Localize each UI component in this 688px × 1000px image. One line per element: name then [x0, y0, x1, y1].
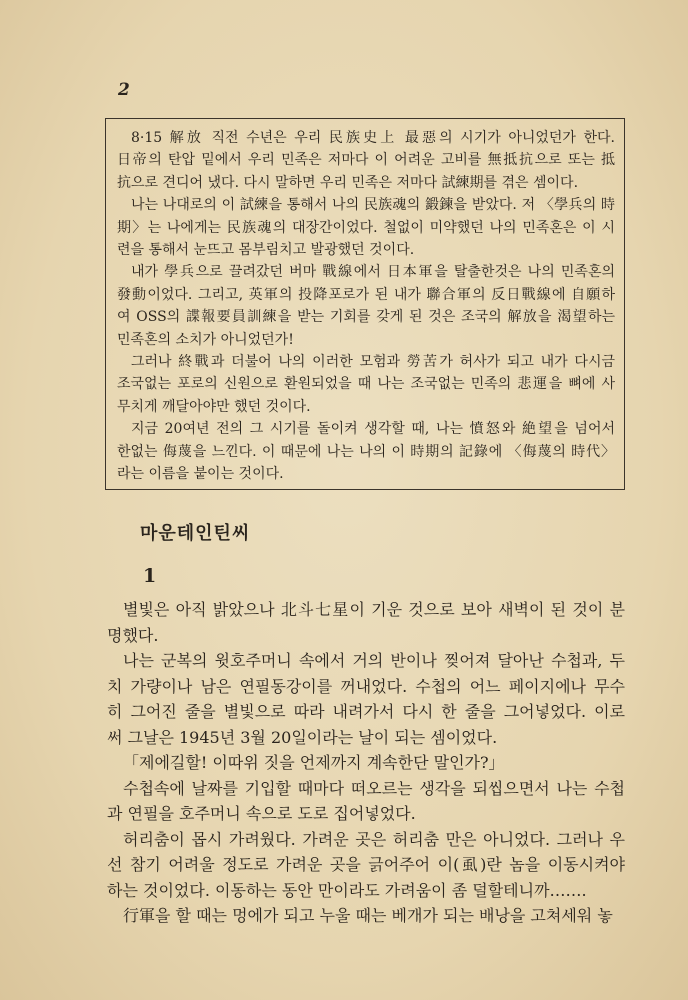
text-line: 지금 20여년 전의 그 시기를 돌이켜 생각할 때, 나는 憤怒와 絶望을 넘어서 [131, 421, 615, 438]
paragraph [107, 827, 625, 904]
text-line: 선 참기 어려울 정도로 가려운 곳을 긁어주어 이(虱)란 놈을 이동시켜야 [107, 855, 625, 874]
text-line: 과 연필을 호주머니 속으로 도로 집어넣었다. [107, 804, 416, 823]
text-line: 나는 군복의 윗호주머니 속에서 거의 반이나 찢어져 달아난 수첩과, 두 [123, 651, 625, 670]
text-line: 히 그어진 줄을 별빛으로 따라 내려가서 다시 한 줄을 그어넣었다. 이로 [107, 702, 625, 721]
text-line: 行軍을 할 때는 멍에가 되고 누울 때는 베개가 되는 배낭을 고쳐세워 놓 [123, 906, 613, 925]
text-line: 하는 것이었다. 이동하는 동안 만이라도 가려움이 좀 덜할테니까……. [107, 880, 587, 900]
paragraph [117, 194, 615, 261]
text-line: 나는 나대로의 이 試練을 통해서 나의 民族魂의 鍛鍊을 받았다. 저 〈學兵의 時 [131, 197, 615, 214]
text-line: 수첩속에 날짜를 기입할 때마다 떠오르는 생각을 되씹으면서 나는 수첩 [123, 778, 625, 798]
text-line: 내가 學兵으로 끌려갔던 버마 戰線에서 日本軍을 탈출한것은 나의 민족혼의 [131, 264, 615, 281]
text-line: 라는 이름을 붙이는 것이다. [117, 466, 284, 483]
text-line: 日帝의 탄압 밑에서 우리 민족은 저마다 이 어려운 고비를 無抵抗으로 또는 抵 [117, 152, 615, 169]
text-line: 한없는 侮蔑을 느낀다. 이 때문에 나는 나의 이 時期의 記錄에 〈侮蔑의 時代〉 [117, 443, 615, 460]
paragraph [107, 750, 625, 776]
paragraph [107, 648, 625, 750]
intro-box [105, 118, 625, 490]
paragraph [117, 351, 615, 418]
text-line: 별빛은 아직 밝았으나 北斗七星이 기운 것으로 보아 새벽이 된 것이 분 [123, 600, 625, 619]
text-line: 치 가량이나 남은 연필동강이를 꺼내었다. 수첩의 어느 페이지에나 무수 [107, 676, 625, 696]
paragraph [107, 597, 625, 648]
text-line: 명했다. [107, 625, 159, 645]
text-line: 抗으로 견디어 냈다. 다시 말하면 우리 민족은 저마다 試練期를 겪은 셈이다. [117, 174, 579, 191]
text-line: 조국없는 포로의 신원으로 환원되었을 때 나는 조국없는 민족의 悲運을 뼈에 사 [117, 376, 615, 393]
text-line: 「제에길할! 이따위 짓을 언제까지 계속한단 말인가?」 [123, 753, 505, 772]
chapter-title: 마운테인틴씨 [140, 523, 251, 544]
paragraph [117, 261, 615, 351]
text-line: 민족혼의 소치가 아니었던가! [117, 331, 294, 348]
text-line: 發動이었다. 그리고, 英軍의 投降포로가 된 내가 聯合軍의 反日戰線에 自願하 [117, 286, 615, 303]
page-number: 2 [118, 80, 130, 100]
body-text [107, 597, 625, 929]
text-line: 그러나 終戰과 더불어 나의 이러한 모험과 勞苦가 허사가 되고 내가 다시금 [131, 354, 615, 371]
paragraph [107, 903, 625, 929]
text-line: 련을 통해서 눈뜨고 몸부림치고 발광했던 것이다. [117, 242, 415, 259]
paragraph [107, 776, 625, 827]
text-line: 허리춤이 몹시 가려웠다. 가려운 곳은 허리춤 만은 아니었다. 그러나 우 [123, 829, 625, 849]
text-line: 8·15 解放 직전 수년은 우리 民族史上 最惡의 시기가 아니었던가 한다. [131, 130, 615, 146]
text-line: 무치게 깨달아야만 했던 것이다. [117, 398, 311, 415]
text-line: 써 그날은 1945년 3월 20일이라는 날이 되는 셈이었다. [107, 727, 498, 747]
paragraph [117, 418, 615, 485]
text-line: 여 OSS의 諜報要員訓練을 받는 기회를 갖게 된 것은 조국의 解放을 渴望하는 [117, 309, 615, 326]
paragraph [117, 127, 615, 194]
text-line: 期〉는 나에게는 民族魂의 대장간이었다. 철없이 미약했던 나의 민족혼은 이 시 [117, 219, 615, 236]
section-number: 1 [143, 565, 157, 587]
